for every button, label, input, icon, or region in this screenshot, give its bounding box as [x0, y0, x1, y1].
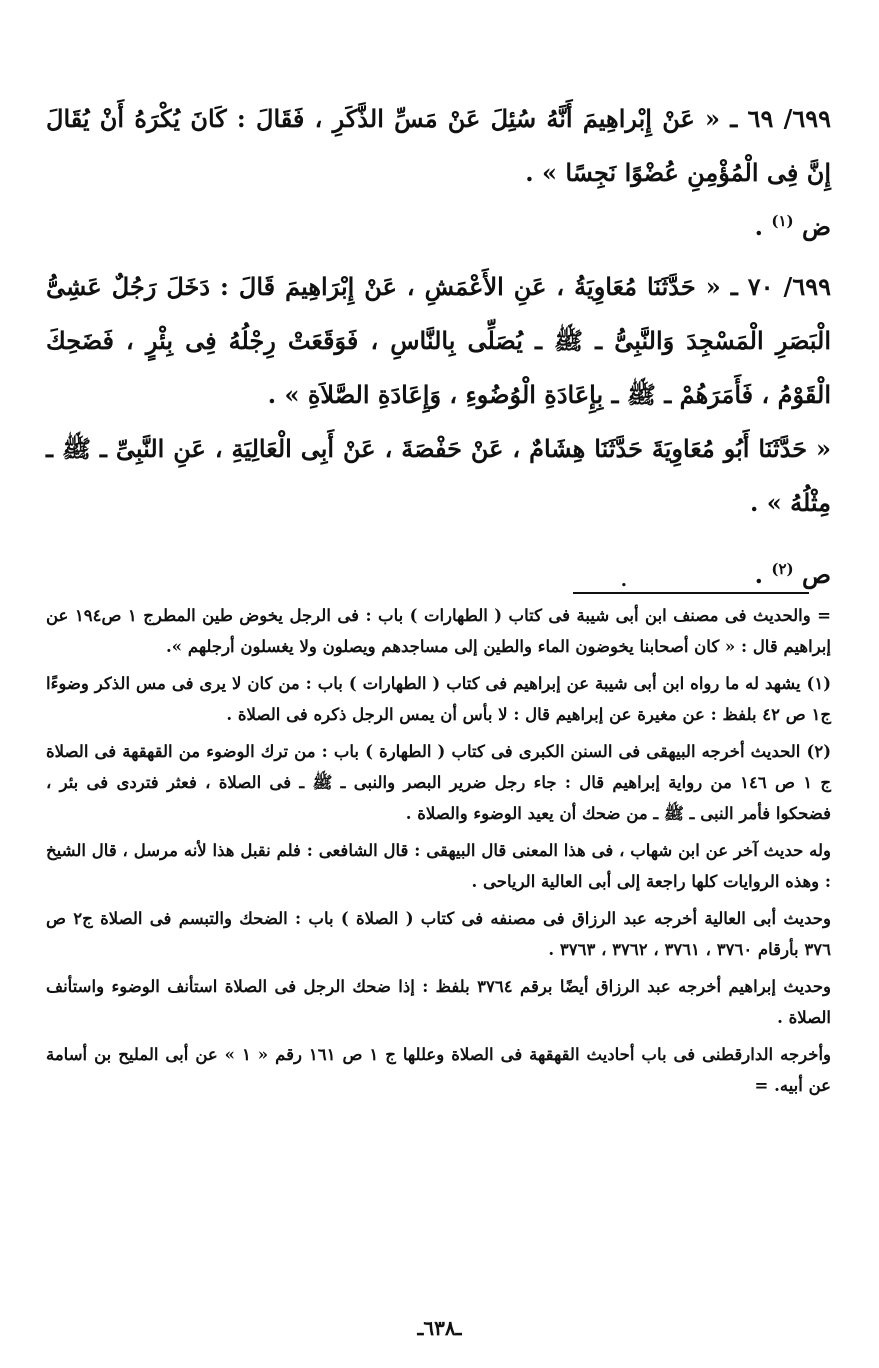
source-code-letter: ض	[801, 212, 831, 241]
separator-dot: .	[620, 570, 627, 591]
hadith-69-text: ٦٩٩/ ٦٩ ـ « عَنْ إِبْراهِيمَ أَنَّهُ سُئِلَ عَنْ مَسِّ الذَّكَرِ ، فَقَالَ : كَانَ يُكْرَهُ أَنْ يُقَالَ إِنَّ فِى الْمُؤْمِنِ عُضْوًا نَجِسًا » .	[46, 104, 832, 187]
footnote-1: (١) يشهد له ما رواه ابن أبى شيبة عن إبراهيم فى كتاب ( الطهارات ) باب : من كان لا يرى فى مس الذكر وضوءًا ج١ ص ٤٢ بلفظ : عن مغيرة عن إبراهيم قال : لا بأس أن يمس الرجل ذكره فى الصلاة .	[46, 674, 831, 724]
footnotes	[46, 600, 831, 1107]
source-code-letter: ص	[801, 560, 831, 589]
footnote-separator	[573, 592, 809, 594]
hadith-69-source-code: ض $^{(١)}$ .	[754, 212, 831, 241]
page-number: ـ٦٣٨ـ	[417, 1316, 462, 1340]
footnote-2-extra-c: وحديث إبراهيم أخرجه عبد الرزاق أيضًا برقم ٣٧٦٤ بلفظ : إذا ضحك الرجل فى الصلاة استأنف الوضوء واستأنف الصلاة .	[46, 977, 831, 1027]
footnote-2: (٢) الحديث أخرجه البيهقى فى السنن الكبرى فى كتاب ( الطهارة ) باب : من ترك الوضوء من القهقهة فى الصلاة ج ١ ص ١٤٦ من رواية إبراهيم قال : جاء رجل ضرير البصر والنبى ـ ﷺ ـ فى الصلاة ، فعثر فتردى فى بئر ، فضحكوا فأمر النبى ـ ﷺ ـ من ضحك أن يعيد الوضوء والصلاة .	[46, 742, 832, 823]
footnote-ref-2: (٢)	[771, 560, 794, 578]
hadith-70-text: ٦٩٩/ ٧٠ ـ « حَدَّثَنَا مُعَاوِيَةُ ، عَنِ الأَعْمَشِ ، عَنْ إِبْرَاهِيمَ قَالَ : دَخَلَ رَجُلٌ عَشِىُّ الْبَصَرِ الْمَسْجِدَ وَالنَّبِىُّ ـ ﷺ ـ يُصَلِّى بِالنَّاسِ ، فَوَقَعَتْ رِجْلُهُ فِى بِئْرٍ ، فَضَحِكَ الْقَوْمُ ، فَأَمَرَهُمْ ـ ﷺ ـ بِإِعَادَةِ الْوُضُوءِ ، وَإِعَادَةِ الصَّلاَةِ » .	[46, 272, 831, 409]
footnote-ref-1: (١)	[771, 212, 794, 230]
footnote-2-extra-b: وحديث أبى العالية أخرجه عبد الرزاق فى مصنفه فى كتاب ( الصلاة ) باب : الضحك والتبسم فى الصلاة ج٢ ص ٣٧٦ بأرقام ٣٧٦٠ ، ٣٧٦١ ، ٣٧٦٢ ، ٣٧٦٣ .	[46, 909, 831, 959]
footnote-continuation: = والحديث فى مصنف ابن أبى شيبة فى كتاب ( الطهارات ) باب : فى الرجل يخوض طين المطرج ١ ص١٩٤ عن إبراهيم قال : « كان أصحابنا يخوضون الماء والطين إلى مساجدهم ويصلون ولا يغسلون أرجلهم ».	[46, 606, 831, 656]
main-text	[46, 92, 831, 608]
hadith-70-source-code: ص $^{(٢)}$ .	[754, 560, 831, 589]
footnote-2-extra-d: وأخرجه الدارقطنى فى باب أحاديث القهقهة فى الصلاة وعللها ج ١ ص ١٦١ رقم « ١ » عن أبى المليح بن أسامة عن أبيه. =	[46, 1045, 831, 1095]
hadith-70-second-chain: « حَدَّثَنَا أَبُو مُعَاوِيَةَ حَدَّثَنَا هِشَامٌ ، عَنْ حَفْصَةَ ، عَنْ أَبِى الْعَالِيَةِ ، عَنِ النَّبِىِّ ـ ﷺ ـ مِثْلُهُ » .	[46, 434, 831, 517]
footnote-2-extra-a: وله حديث آخر عن ابن شهاب ، فى هذا المعنى قال البيهقى : قال الشافعى : فلم نقبل هذا لأنه مرسل ، قال الشيخ : وهذه الروايات كلها راجعة إلى أبى العالية الرياحى .	[46, 841, 831, 891]
